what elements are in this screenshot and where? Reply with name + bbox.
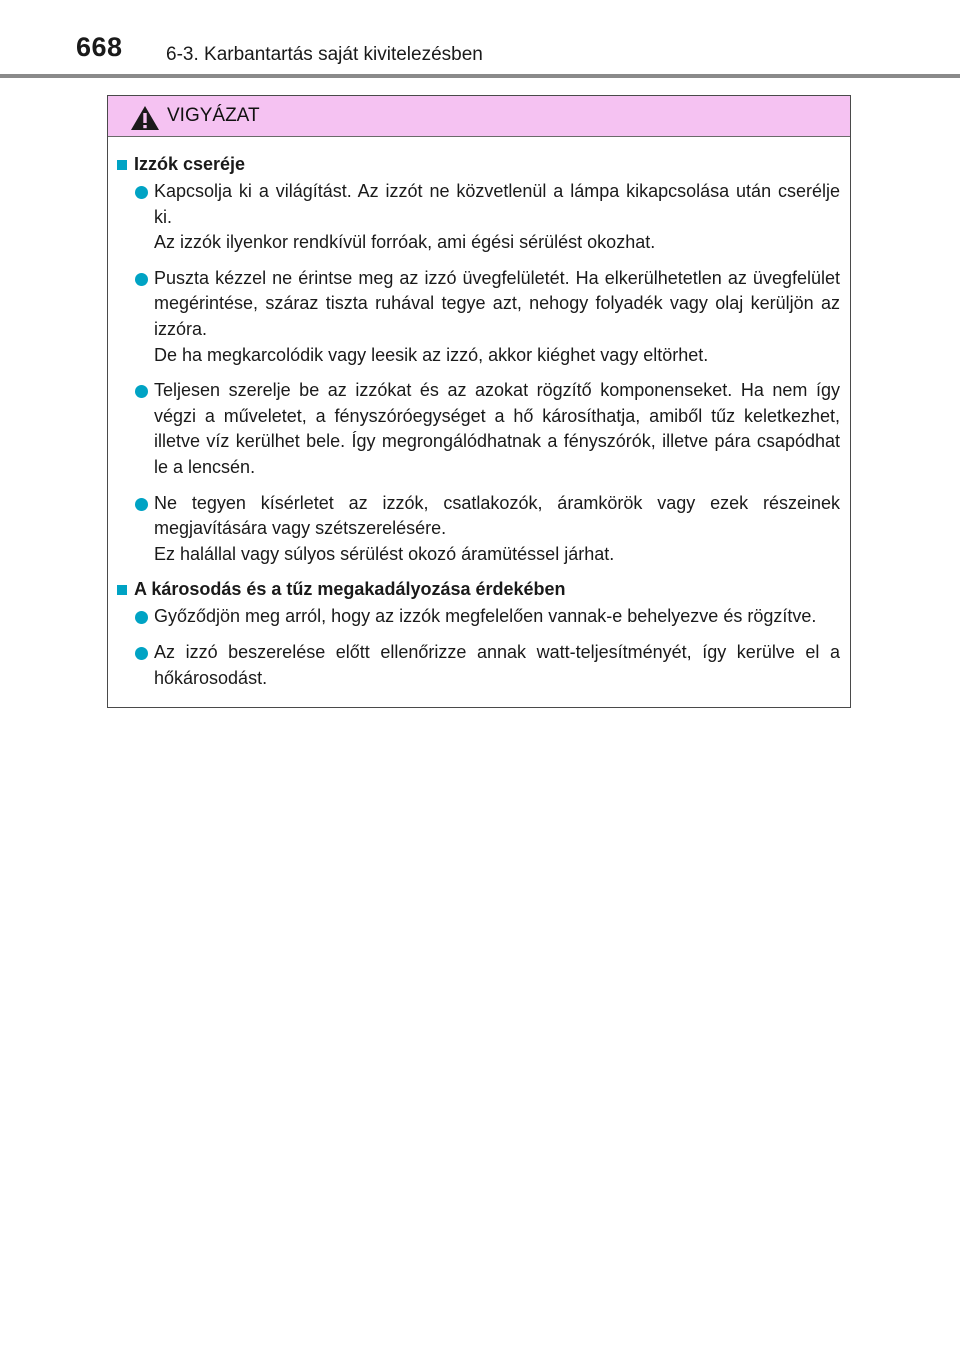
subsection-bulb-replacement (112, 152, 840, 567)
list-item (112, 491, 840, 568)
subsection-heading-text: Izzók cseréje (134, 154, 246, 174)
subsection-heading (112, 577, 840, 602)
item-text: Az izzó beszerelése előtt ellenőrizze annak watt-teljesítményét, így kerülve el a hőkárosodást. (154, 641, 840, 688)
item-text: Kapcsolja ki a világítást. Az izzót ne közvetlenül a lámpa kikapcsolása után cserélje ki. (154, 181, 840, 227)
subsection-damage-fire-prevention (112, 577, 840, 691)
list-item (112, 378, 840, 480)
square-bullet-icon (117, 585, 127, 595)
square-bullet-icon (117, 160, 127, 170)
warning-triangle-icon (130, 105, 160, 131)
caution-box (107, 95, 851, 708)
item-text: Teljesen szerelje be az izzókat és az azokat rögzítő komponenseket. Ha nem így végzi a műveletet, a fényszóróegységet a hő károsíthatja, amiből tűz keletkezhet, illetve víz kerülhet bele. Így megrongálódhatnak a fényszórók, illetve pára csapódhat le a lencsén. (154, 380, 840, 477)
round-bullet-icon (135, 498, 148, 511)
page-number: 668 (76, 32, 123, 62)
subsection-heading (112, 152, 840, 177)
round-bullet-icon (135, 273, 148, 286)
bullet-list (112, 604, 840, 691)
item-note: Az izzók ilyenkor rendkívül forróak, ami égési sérülést okozhat. (154, 232, 656, 253)
subsection-heading-text: A károsodás és a tűz megakadályozása érdekében (134, 579, 566, 600)
item-text: Győződjön meg arról, hogy az izzók megfelelően vannak-e behelyezve és rögzítve. (154, 606, 817, 627)
list-item (112, 640, 840, 691)
caution-header (108, 96, 850, 137)
caution-title: VIGYÁZAT (167, 105, 260, 126)
list-item (112, 266, 840, 368)
item-text: Puszta kézzel ne érintse meg az izzó üvegfelületét. Ha elkerülhetetlen az üvegfelület megérintése, száraz tiszta ruhával tegye azt, nehogy folyadék vagy olaj kerüljön az izzóra. (154, 267, 840, 339)
list-item (112, 179, 840, 256)
section-title: 6-3. Karbantartás saját kivitelezésben (166, 44, 483, 65)
item-note: De ha megkarcolódik vagy leesik az izzó, akkor kiéghet vagy eltörhet. (154, 344, 709, 365)
header-rule (0, 74, 960, 78)
round-bullet-icon (135, 611, 148, 624)
page-header (0, 0, 960, 82)
caution-body (108, 137, 850, 691)
list-item (112, 604, 840, 630)
round-bullet-icon (135, 385, 148, 398)
round-bullet-icon (135, 647, 148, 660)
item-note: Ez halállal vagy súlyos sérülést okozó áramütéssel járhat. (154, 543, 615, 564)
bullet-list (112, 179, 840, 567)
item-text: Ne tegyen kísérletet az izzók, csatlakozók, áramkörök vagy ezek részeinek megjavítására vagy szétszerelésére. (154, 492, 840, 539)
round-bullet-icon (135, 186, 148, 199)
